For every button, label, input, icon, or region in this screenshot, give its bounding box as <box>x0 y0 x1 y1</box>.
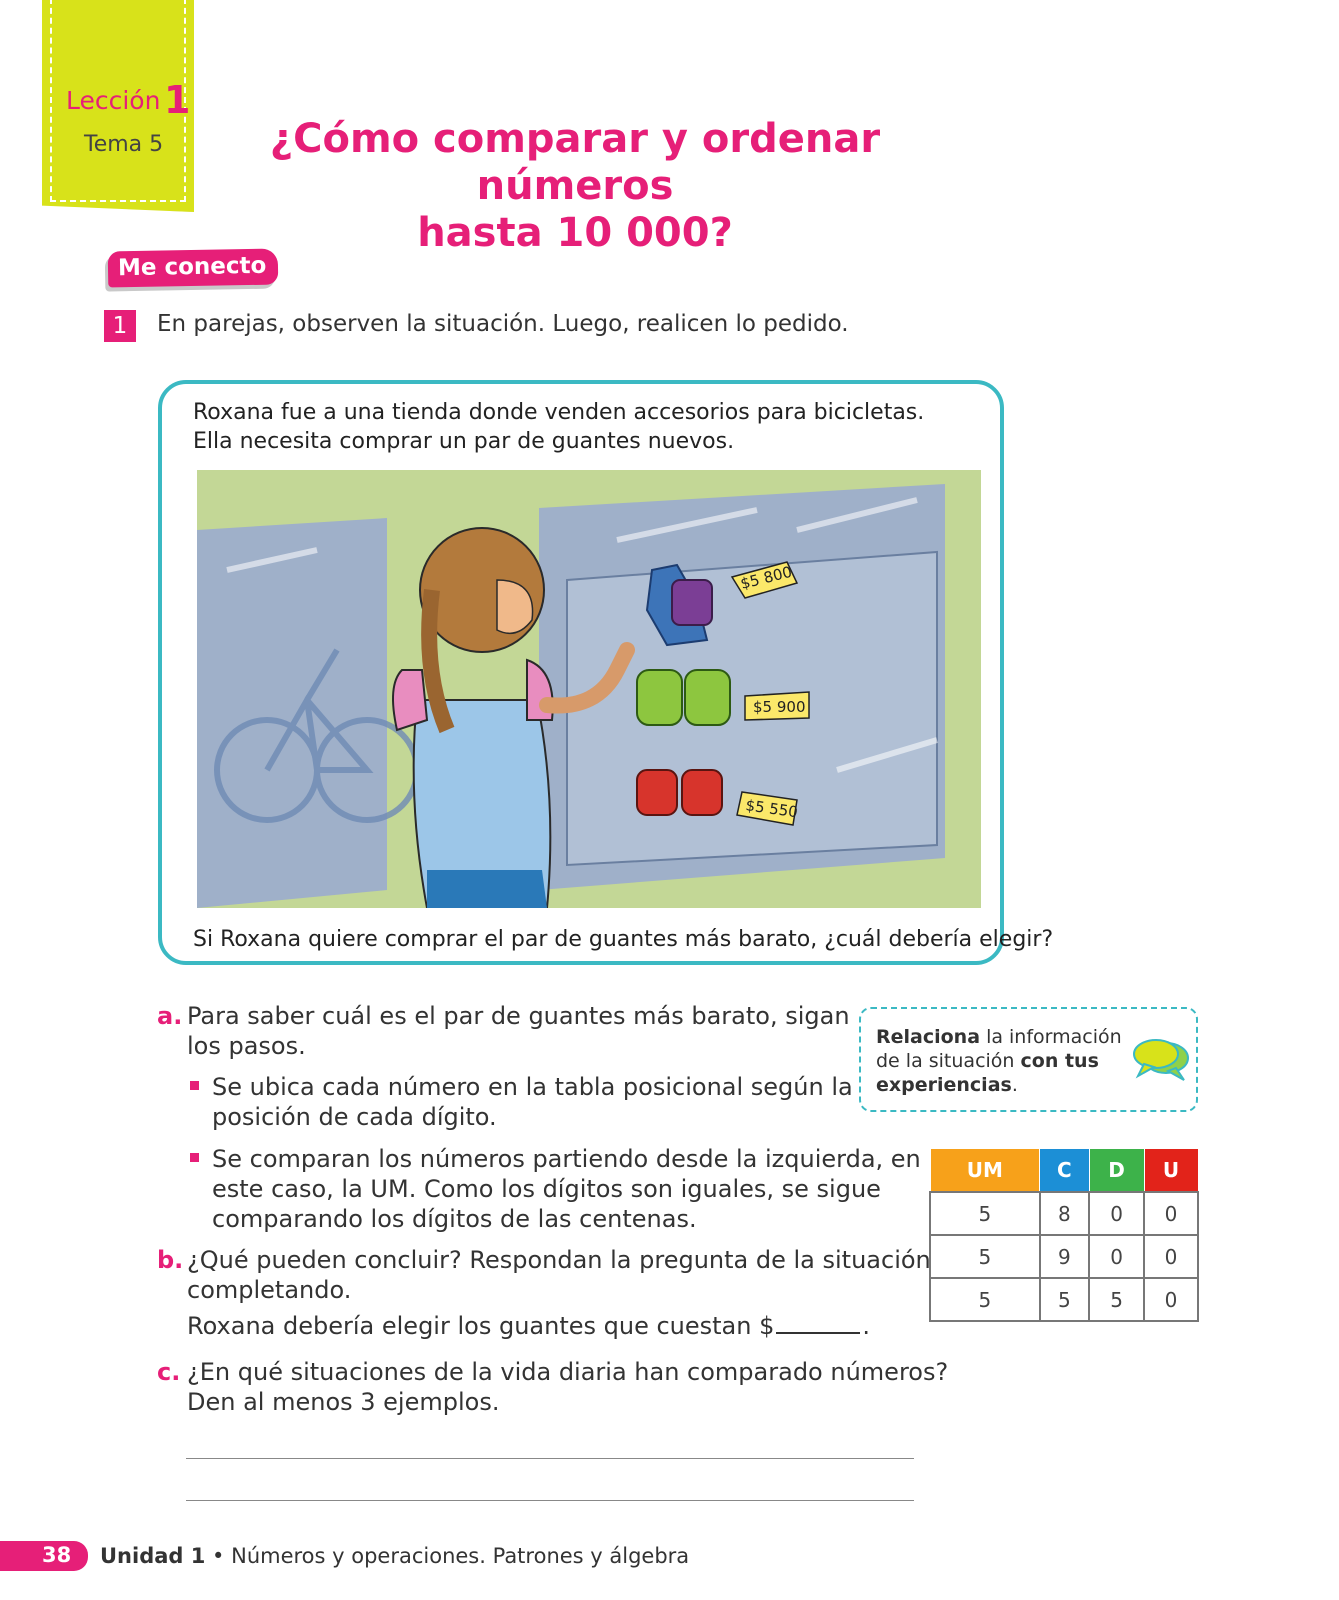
situation-line-2: Ella necesita comprar un par de guantes nuevos. <box>193 429 735 454</box>
price-tag-2: $5 900 <box>753 698 806 716</box>
chat-bubbles-icon <box>1132 1038 1190 1084</box>
question-number: 1 <box>104 310 136 342</box>
table-row <box>930 1278 1198 1321</box>
price-tag-1: $5 800 <box>738 562 794 593</box>
step-a-bullet-1-line-2: posición de cada dígito. <box>212 1103 497 1131</box>
answer-line-1[interactable] <box>186 1458 914 1459</box>
tema-label: Tema 5 <box>84 132 164 157</box>
step-a-bullet-1-line-1: Se ubica cada número en la tabla posicional según la <box>212 1073 853 1101</box>
table-cell: 9 <box>1040 1235 1090 1278</box>
table-cell: 0 <box>1144 1235 1198 1278</box>
table-cell: 0 <box>1144 1192 1198 1235</box>
table-cell: 5 <box>1040 1278 1090 1321</box>
step-b-line-1: ¿Qué pueden concluir? Respondan la pregunta de la situación <box>187 1246 931 1274</box>
lesson-number: 1 <box>164 78 191 122</box>
page-title <box>225 116 925 257</box>
step-c-line-2: Den al menos 3 ejemplos. <box>187 1388 500 1416</box>
step-a-line-1: Para saber cuál es el par de guantes más barato, sigan <box>187 1002 850 1030</box>
table-cell: 8 <box>1040 1192 1090 1235</box>
lesson-label: Lección <box>66 86 161 115</box>
table-cell: 0 <box>1089 1192 1144 1235</box>
bullet-icon <box>190 1153 199 1162</box>
section-badge: Me conecto <box>108 249 279 288</box>
step-a-bullet-2-line-1: Se comparan los números partiendo desde la izquierda, en <box>212 1145 921 1173</box>
answer-line-2[interactable] <box>186 1500 914 1501</box>
step-b-answer: Roxana debería elegir los guantes que cuestan $ . <box>187 1312 871 1340</box>
header-c: C <box>1040 1149 1090 1193</box>
header-u: U <box>1144 1149 1198 1193</box>
step-a-label: a. <box>157 1002 183 1030</box>
situation-question: Si Roxana quiere comprar el par de guantes más barato, ¿cuál debería elegir? <box>193 927 1054 952</box>
title-line-2: hasta 10 000? <box>417 210 733 256</box>
header-um: UM <box>930 1149 1040 1193</box>
table-cell: 5 <box>930 1235 1040 1278</box>
title-line-1: ¿Cómo comparar y ordenar números <box>269 116 881 209</box>
answer-blank[interactable] <box>776 1332 860 1334</box>
table-cell: 5 <box>1089 1278 1144 1321</box>
step-b-label: b. <box>157 1246 184 1274</box>
situation-line-1: Roxana fue a una tienda donde venden accesorios para bicicletas. <box>193 400 925 425</box>
shop-window-illustration <box>197 470 981 908</box>
question-text: En parejas, observen la situación. Luego, realicen lo pedido. <box>157 311 849 337</box>
step-a-line-2: los pasos. <box>187 1032 306 1060</box>
step-b-line-2: completando. <box>187 1276 352 1304</box>
step-a-bullet-2-line-3: comparando los dígitos de las centenas. <box>212 1205 697 1233</box>
step-c-label: c. <box>157 1358 181 1386</box>
table-cell: 0 <box>1144 1278 1198 1321</box>
table-row <box>930 1192 1198 1235</box>
table-cell: 5 <box>930 1192 1040 1235</box>
page-number: 38 <box>42 1543 72 1567</box>
hint-text: Relaciona la información de la situación con tus experiencias. <box>876 1026 1122 1096</box>
table-row <box>930 1235 1198 1278</box>
header-d: D <box>1089 1149 1144 1193</box>
place-value-table <box>929 1148 1199 1322</box>
bullet-icon <box>190 1081 199 1090</box>
table-cell: 5 <box>930 1278 1040 1321</box>
step-c-line-1: ¿En qué situaciones de la vida diaria han comparado números? <box>187 1358 949 1386</box>
footer-text: Unidad 1 • Números y operaciones. Patrones y álgebra <box>100 1544 690 1568</box>
table-cell: 0 <box>1089 1235 1144 1278</box>
step-a-bullet-2-line-2: este caso, la UM. Como los dígitos son iguales, se sigue <box>212 1175 881 1203</box>
price-tag-3: $5 550 <box>744 796 799 822</box>
